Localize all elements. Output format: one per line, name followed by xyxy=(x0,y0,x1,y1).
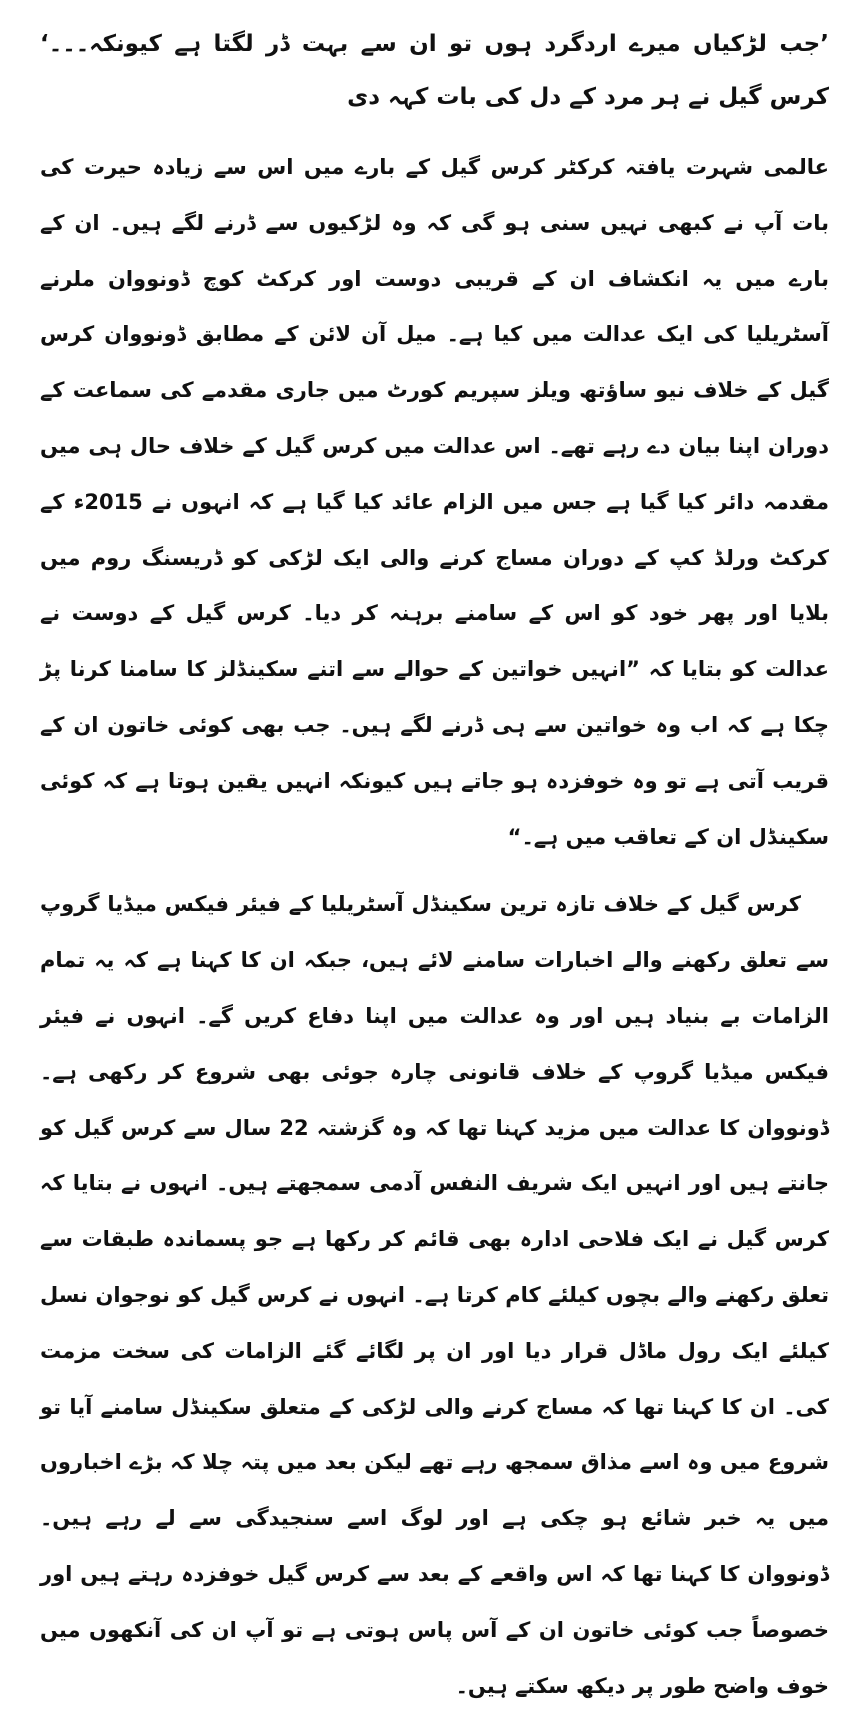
article-headline: ’جب لڑکیاں میرے اردگرد ہوں تو ان سے بہت ڈر لگتا ہے کیونکہ۔۔۔‘ کرس گیل نے ہر مرد کے دل کی بات کہہ دی xyxy=(40,31,829,110)
article-paragraph-1: عالمی شہرت یافتہ کرکٹر کرس گیل کے بارے میں اس سے زیادہ حیرت کی بات آپ نے کبھی نہیں سنی ہو گی کہ وہ لڑکیوں سے ڈرنے لگے ہیں۔ ان کے بارے میں یہ انکشاف ان کے قریبی دوست اور کرکٹ کوچ ڈونووان ملرنے آسٹریلیا کی ایک عدالت میں کیا ہے۔ میل آن لائن کے مطابق ڈونووان کرس گیل کے خلاف نیو ساﺅتھ ویلز سپریم کورٹ میں جاری مقدمے کی سماعت کے دوران اپنا بیان دے رہے تھے۔ اس عدالت میں کرس گیل کے خلاف حال ہی میں مقدمہ دائر کیا گیا ہے جس میں الزام عائد کیا گیا ہے کہ انہوں نے 2015ء کے کرکٹ ورلڈ کپ کے دوران مساج کرنے والی ایک لڑکی کو ڈریسنگ روم میں بلایا اور پھر خود کو اس کے سامنے برہنہ کر دیا۔ کرس گیل کے دوست نے عدالت کو بتایا کہ ”انہیں خواتین کے حوالے سے اتنے سکینڈلز کا سامنا کرنا پڑ چکا ہے کہ اب وہ خواتین سے ہی ڈرنے لگے ہیں۔ جب بھی کوئی خاتون ان کے قریب آتی ہے تو وہ خوفزدہ ہو جاتے ہیں کیونکہ انہیں یقین ہوتا ہے کہ کوئی سکینڈل ان کے تعاقب میں ہے۔“ xyxy=(40,155,829,849)
article-paragraph-2: کرس گیل کے خلاف تازہ ترین سکینڈل آسٹریلیا کے فیئر فیکس میڈیا گروپ سے تعلق رکھنے والے اخبارات سامنے لائے ہیں، جبکہ ان کا کہنا ہے کہ یہ تمام الزامات بے بنیاد ہیں اور وہ عدالت میں اپنا دفاع کریں گے۔ انہوں نے فیئر فیکس میڈیا گروپ کے خلاف قانونی چارہ جوئی بھی شروع کر رکھی ہے۔ ڈونووان کا عدالت میں مزید کہنا تھا کہ وہ گزشتہ 22 سال سے کرس گیل کو جانتے ہیں اور انہیں ایک شریف النفس آدمی سمجھتے ہیں۔ انہوں نے بتایا کہ کرس گیل نے ایک فلاحی ادارہ بھی قائم کر رکھا ہے جو پسماندہ طبقات سے تعلق رکھنے والے بچوں کیلئے کام کرتا ہے۔ انہوں نے کرس گیل کو نوجوان نسل کیلئے ایک رول ماڈل قرار دیا اور ان پر لگائے گئے الزامات کی سخت مزمت کی۔ ان کا کہنا تھا کہ مساج کرنے والی لڑکی کے متعلق سکینڈل سامنے آیا تو شروع میں وہ اسے مذاق سمجھ رہے تھے لیکن بعد میں پتہ چلا کہ بڑے اخباروں میں یہ خبر شائع ہو چکی ہے اور لوگ اسے سنجیدگی سے لے رہے ہیں۔ ڈونووان کا کہنا تھا کہ اس واقعے کے بعد سے کرس گیل خوفزدہ رہتے ہیں اور خصوصاً جب کوئی خاتون ان کے آس پاس ہوتی ہے تو آپ ان کی آنکھوں میں خوف واضح طور پر دیکھ سکتے ہیں۔ xyxy=(40,892,829,1698)
